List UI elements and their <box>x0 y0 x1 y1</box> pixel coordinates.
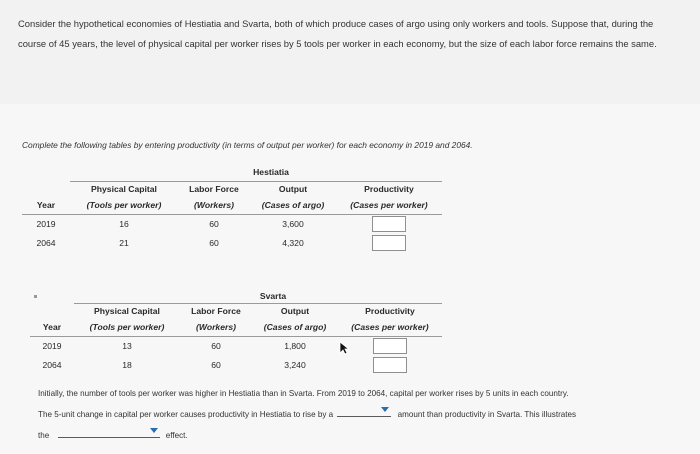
col-capital-header: Physical Capital <box>70 181 178 197</box>
conclusion-paragraph <box>38 383 698 446</box>
labor-cell: 60 <box>209 218 219 229</box>
col-year-header: Year <box>22 197 70 214</box>
year-cell: 2064 <box>42 359 62 370</box>
hestiatia-2019-productivity-input[interactable] <box>372 216 406 232</box>
col-capital-header: Physical Capital <box>74 303 180 319</box>
col-output-unit: (Cases of argo) <box>250 197 336 214</box>
conclusion-line-3 <box>38 425 698 446</box>
col-labor-header: Labor Force <box>178 181 250 197</box>
rise-amount-dropdown[interactable] <box>337 406 391 417</box>
col-labor-unit: (Workers) <box>180 319 252 336</box>
col-year-header: Year <box>30 319 74 336</box>
col-labor-header: Labor Force <box>180 303 252 319</box>
instruction-text: Complete the following tables by entering productivity (in terms of output per worker) for each economy in 2019 and 2064. <box>22 140 473 150</box>
labor-cell: 60 <box>209 237 219 248</box>
output-cell: 3,240 <box>284 359 306 370</box>
chevron-down-icon <box>150 428 158 433</box>
conclusion-line-1: Initially, the number of tools per worker was higher in Hestiatia than in Svarta. From 2019 to 2064, capital per worker rises by 5 units in each country. <box>38 389 569 398</box>
svarta-table <box>30 289 442 374</box>
mouse-pointer-icon <box>339 341 349 355</box>
col-capital-unit: (Tools per worker) <box>74 319 180 336</box>
table-row <box>30 336 442 355</box>
col-productivity-header: Productivity <box>338 303 442 319</box>
problem-intro-panel <box>0 0 700 104</box>
col-output-header: Output <box>252 303 338 319</box>
capital-cell: 16 <box>119 218 129 229</box>
conclusion-line-2 <box>38 404 698 425</box>
hestiatia-title: Hestiatia <box>253 166 289 177</box>
svarta-2064-productivity-input[interactable] <box>373 357 407 373</box>
labor-cell: 60 <box>211 359 221 370</box>
conclusion-line-3-start: the <box>38 431 50 440</box>
col-productivity-header: Productivity <box>336 181 442 197</box>
year-cell: 2019 <box>36 218 56 229</box>
col-productivity-unit: (Cases per worker) <box>336 197 442 214</box>
col-labor-unit: (Workers) <box>178 197 250 214</box>
conclusion-line-2-start: The 5-unit change in capital per worker causes productivity in Hestiatia to rise by a <box>38 410 334 419</box>
col-output-header: Output <box>250 181 336 197</box>
left-margin-tick <box>34 295 37 298</box>
table-row <box>22 214 442 233</box>
conclusion-line-3-end: effect. <box>165 431 188 440</box>
output-cell: 1,800 <box>284 340 306 351</box>
problem-intro-text: Consider the hypothetical economies of Hestiatia and Svarta, both of which produce cases of argo using only workers and tools. Suppose that, during the course of 45 years, the level of physical capital per worker rises by 5 tools per worker in each economy, but the size of each labor force remains the same. <box>18 18 657 49</box>
table-row <box>30 355 442 374</box>
hestiatia-2064-productivity-input[interactable] <box>372 235 406 251</box>
year-cell: 2019 <box>42 340 62 351</box>
svarta-2019-productivity-input[interactable] <box>373 338 407 354</box>
effect-dropdown[interactable] <box>58 427 160 438</box>
col-capital-unit: (Tools per worker) <box>70 197 178 214</box>
conclusion-line-2-end: amount than productivity in Svarta. This illustrates <box>397 410 577 419</box>
chevron-down-icon <box>381 407 389 412</box>
hestiatia-table <box>22 163 442 252</box>
col-productivity-unit: (Cases per worker) <box>338 319 442 336</box>
capital-cell: 18 <box>122 359 132 370</box>
capital-cell: 13 <box>122 340 132 351</box>
labor-cell: 60 <box>211 340 221 351</box>
table-row <box>22 233 442 252</box>
capital-cell: 21 <box>119 237 129 248</box>
svarta-title: Svarta <box>259 290 287 301</box>
output-cell: 4,320 <box>282 237 304 248</box>
output-cell: 3,600 <box>282 218 304 229</box>
year-cell: 2064 <box>36 237 56 248</box>
col-output-unit: (Cases of argo) <box>252 319 338 336</box>
